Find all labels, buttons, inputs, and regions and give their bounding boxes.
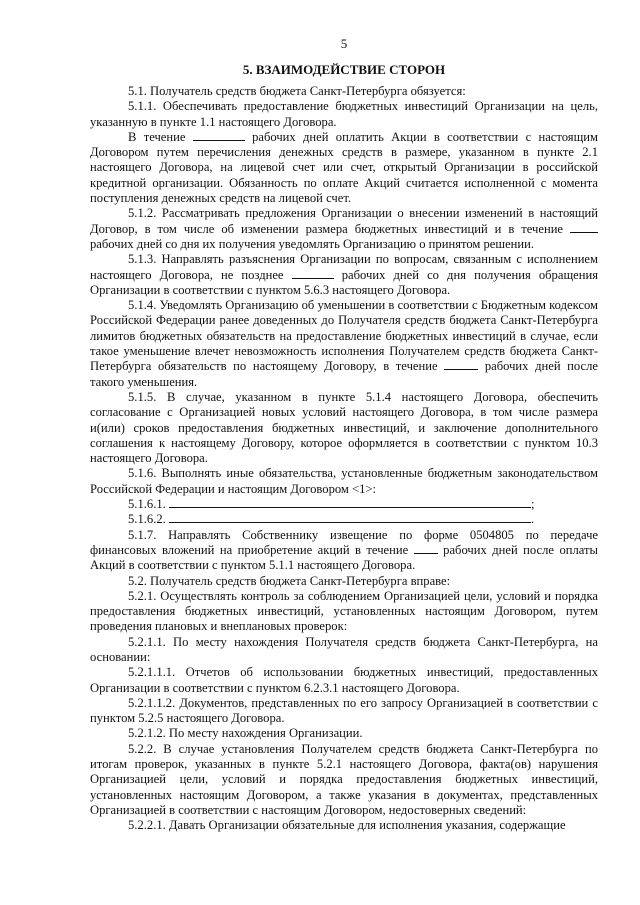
paragraph: 5.2.2.1. Давать Организации обязательные для исполнения указания, содержащие: [128, 818, 566, 833]
paragraph: 5.1.6.2. .: [128, 512, 535, 527]
blank-field: [570, 222, 598, 233]
blank-field: [193, 130, 245, 141]
paragraph: 5.2.1.2. По месту нахождения Организации.: [128, 726, 363, 741]
paragraph: 5.2.1.1.1. Отчетов об использовании бюджетных инвестиций, предоставленных Организации в соответствии с пунктом 6.2.3.1 настоящего Договора.: [90, 665, 598, 695]
paragraph: В течение рабочих дней оплатить Акции в соответствии с настоящим Договором путем перечисления денежных средств в размере, указанном в пункте 2.1 настоящего Договора, на лицевой счет или счет, открытый Организации в российской кредитной организации. Обязанность по оплате Акций считается исполненной с момента поступления денежных средств на лицевой счет.: [90, 129, 598, 206]
blank-field: [169, 512, 531, 523]
paragraph: 5.2.1.1.2. Документов, представленных по его запросу Организацией в соответствии с пунктом 5.2.5 настоящего Договора.: [90, 695, 598, 726]
paragraph: 5.2.1. Осуществлять контроль за соблюдением Организацией цели, условий и порядка предоставления бюджетных инвестиций, установленных настоящим Договором, путем проведения плановых и внеплановых проверок:: [90, 588, 598, 634]
paragraph: 5.1.2. Рассматривать предложения Организации о внесении изменений в настоящий Договор, в том числе об изменении размера бюджетных инвестиций и в течение рабочих дней со дня их получения уведомлять Организацию о принятом решении.: [90, 206, 598, 251]
blank-field: [444, 359, 478, 370]
document-page: [90, 30, 598, 834]
paragraph: 5.1. Получатель средств бюджета Санкт-Петербурга обязуется:: [128, 84, 466, 98]
paragraph: 5.1.6.1. ;: [128, 497, 535, 512]
paragraph: 5.1.1. Обеспечивать предоставление бюджетных инвестиций Организации на цель, указанную в пункте 1.1 настоящего Договора.: [90, 99, 598, 129]
paragraph: 5.1.3. Направлять разъяснения Организации по вопросам, связанным с исполнением настоящего Договора, не позднее рабочих дней со дня получения обращения Организации в соответствии с пунктом 5.6.3 настоящего Договора.: [90, 252, 599, 297]
paragraph: 5.1.6. Выполнять иные обязательства, установленные бюджетным законодательством Российской Федерации и настоящим Договором <1>:: [90, 466, 598, 496]
paragraph: 5.2. Получатель средств бюджета Санкт-Петербурга вправе:: [128, 573, 451, 588]
blank-field: [414, 543, 438, 554]
paragraph: 5.2.2. В случае установления Получателем средств бюджета Санкт-Петербурга по итогам проверок, указанных в пункте 5.2.1 настоящего Договора, факта(ов) нарушения Организацией цели, условий и порядка предоставления бюджетных инвестиций, установленных настоящим Договором, а также указания в документах, представленных Организацией в соответствии с настоящим Договором, недостоверных сведений:: [90, 741, 598, 817]
blank-field: [292, 268, 334, 279]
paragraph: 5.1.5. В случае, указанном в пункте 5.1.4 настоящего Договора, обеспечить согласование с Организацией новых условий настоящего Договора, в том числе размера и(или) сроков предоставления бюджетных инвестиций, и заключение дополнительного соглашения к настоящему Договору, которое оформляется в соответствии с пунктом 10.3 настоящего Договора.: [90, 389, 598, 466]
blank-field: [169, 497, 531, 508]
paragraph: 5.1.4. Уведомлять Организацию об уменьшении в соответствии с Бюджетным кодексом Российской Федерации ранее доведенных до Получателя средств бюджета Санкт-Петербурга лимитов бюджетных обязательств на предоставление бюджетных инвестиций в случае, если такое уменьшение влечет невозможность исполнения Получателем средств бюджета Санкт-Петербурга обязательств по настоящему Договору, в течение рабочих дней после такого уменьшения.: [90, 298, 598, 389]
paragraph: 5.2.1.1. По месту нахождения Получателя средств бюджета Санкт-Петербурга, на основании:: [90, 634, 598, 664]
paragraph: 5.1.7. Направлять Собственнику извещение по форме 0504805 по передаче финансовых вложений на приобретение акций в течение рабочих дней после оплаты Акций в соответствии с пунктом 5.1.1 настоящего Договора.: [90, 527, 599, 573]
section-title: 5. ВЗАИМОДЕЙСТВИЕ СТОРОН: [242, 62, 446, 77]
page-number: 5: [340, 36, 348, 51]
